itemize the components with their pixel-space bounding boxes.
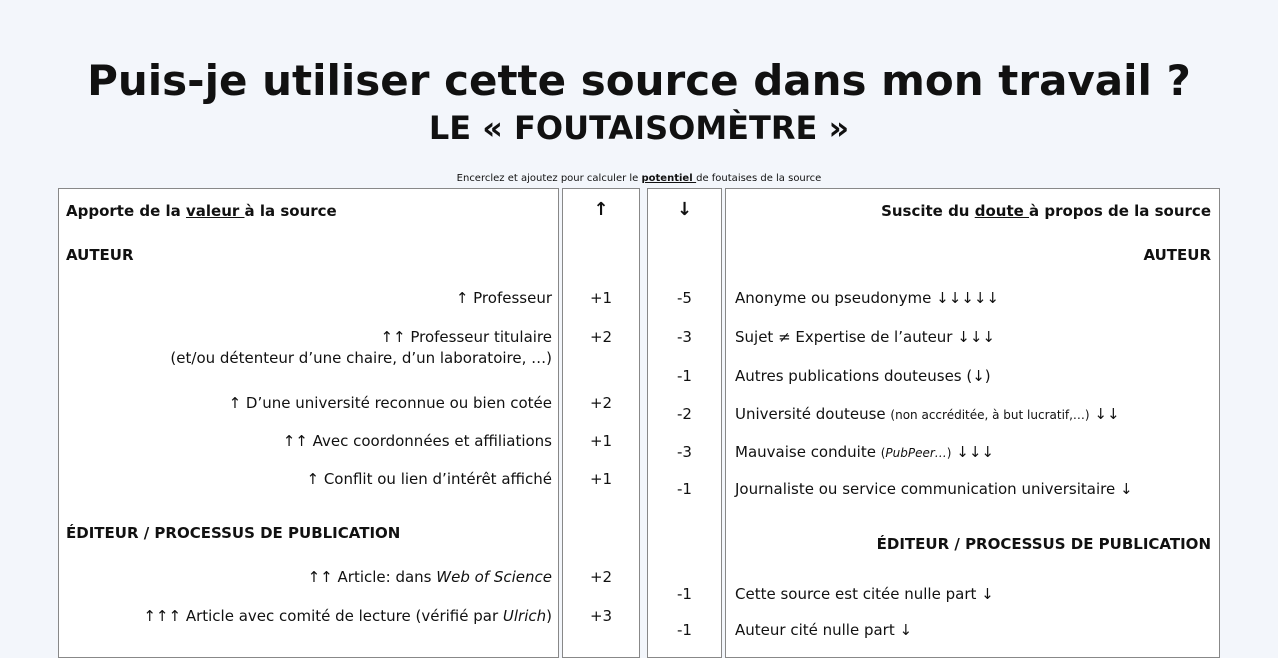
score-value: -1 (677, 367, 692, 385)
page-subtitle: LE « FOUTAISOMÈTRE » (428, 109, 850, 147)
list-item: ↑↑↑ Article avec comité de lecture (vérifié par Ulrich) (143, 607, 552, 625)
list-item: ↑↑ Professeur titulaire (380, 328, 552, 346)
score-value: +1 (589, 470, 613, 488)
section-author-right: AUTEUR (1143, 246, 1211, 264)
section-author-left: AUTEUR (66, 246, 134, 264)
doubt-column-header: Suscite du doute à propos de la source (881, 202, 1211, 220)
down-score-column (647, 188, 722, 658)
score-value: +1 (589, 432, 613, 450)
list-item: ↑ Professeur (455, 289, 552, 307)
value-column (58, 188, 559, 658)
section-publisher-right: ÉDITEUR / PROCESSUS DE PUBLICATION (876, 535, 1211, 553)
score-value: +1 (589, 289, 613, 307)
score-value: +3 (589, 607, 613, 625)
list-item: Autres publications douteuses (↓) (735, 367, 991, 385)
section-publisher-left: ÉDITEUR / PROCESSUS DE PUBLICATION (66, 524, 401, 542)
list-item: Journaliste ou service communication universitaire ↓ (735, 480, 1133, 498)
instruction-text: Encerclez et ajoutez pour calculer le potentiel de foutaises de la source (456, 173, 822, 184)
score-value: +2 (589, 328, 613, 346)
score-value: -1 (677, 480, 692, 498)
list-item: Cette source est citée nulle part ↓ (735, 585, 994, 603)
list-item: Sujet ≠ Expertise de l’auteur ↓↓↓ (735, 328, 995, 346)
score-value: -2 (677, 405, 692, 423)
list-item: Mauvaise conduite (PubPeer…) ↓↓↓ (735, 443, 994, 461)
score-value: +2 (589, 568, 613, 586)
value-column-header: Apporte de la valeur à la source (66, 202, 337, 220)
list-item: Auteur cité nulle part ↓ (735, 621, 913, 639)
list-item: Anonyme ou pseudonyme ↓↓↓↓↓ (735, 289, 999, 307)
score-value: +2 (589, 394, 613, 412)
list-item: ↑ D’une université reconnue ou bien cotée (228, 394, 552, 412)
page-title: Puis-je utiliser cette source dans mon travail ? (87, 56, 1191, 105)
score-value: -3 (677, 328, 692, 346)
arrow-down-icon: ↓ (676, 199, 693, 220)
list-item: ↑↑ Avec coordonnées et affiliations (282, 432, 552, 450)
list-item: ↑ Conflit ou lien d’intérêt affiché (306, 470, 552, 488)
arrow-up-icon: ↑ (593, 199, 609, 220)
up-score-column (562, 188, 640, 658)
list-item: (et/ou détenteur d’une chaire, d’un laboratoire, …) (170, 349, 552, 367)
score-value: -5 (677, 289, 692, 307)
score-value: -1 (677, 621, 692, 639)
score-value: -1 (677, 585, 692, 603)
list-item: Université douteuse (non accréditée, à but lucratif,…) ↓↓ (735, 405, 1120, 423)
list-item: ↑↑ Article: dans Web of Science (307, 568, 552, 586)
score-value: -3 (677, 443, 692, 461)
doubt-column (725, 188, 1220, 658)
